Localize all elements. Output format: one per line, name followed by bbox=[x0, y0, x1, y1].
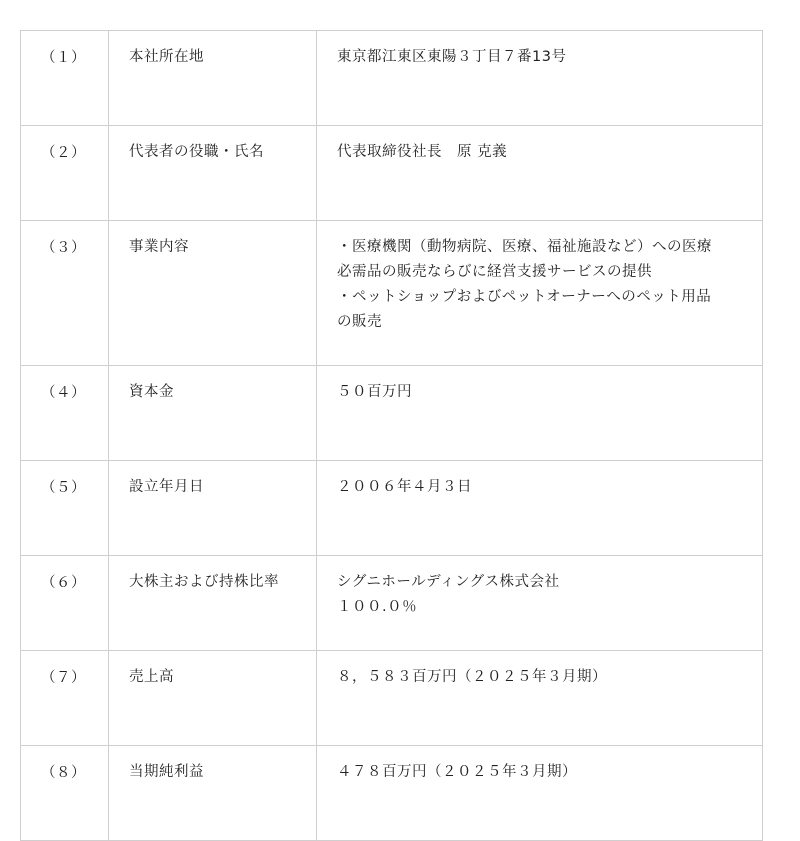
row-value-cell bbox=[317, 651, 763, 746]
row-value-cell bbox=[317, 556, 763, 651]
row-number-cell bbox=[21, 366, 109, 461]
row-value-line: ・ペットショップおよびペットオーナーへのペット用品 bbox=[337, 289, 712, 305]
row-label: 資本金 bbox=[109, 366, 317, 461]
row-value-line: の販売 bbox=[337, 314, 382, 330]
row-number: （８） bbox=[41, 765, 86, 781]
row-value-line: 必需品の販売ならびに経営支援サービスの提供 bbox=[337, 264, 652, 280]
row-value-cell bbox=[317, 366, 763, 461]
row-number-cell bbox=[21, 31, 109, 126]
row-value-line: シグニホールディングス株式会社 bbox=[337, 574, 560, 590]
row-value-line: ８，５８３百万円（２０２５年３月期） bbox=[337, 669, 607, 685]
row-value-cell bbox=[317, 221, 763, 366]
table-row bbox=[21, 556, 763, 651]
row-label: 大株主および持株比率 bbox=[109, 556, 317, 651]
row-value-line: ２００６年４月３日 bbox=[337, 479, 472, 495]
row-value-cell bbox=[317, 126, 763, 221]
table-row bbox=[21, 126, 763, 221]
row-label: 事業内容 bbox=[109, 221, 317, 366]
row-label: 設立年月日 bbox=[109, 461, 317, 556]
row-value-line: ・医療機関（動物病院、医療、福祉施設など）への医療 bbox=[337, 239, 712, 255]
row-number: （４） bbox=[41, 385, 86, 401]
table-row bbox=[21, 461, 763, 556]
row-number: （１） bbox=[41, 50, 86, 66]
row-value-line: ５０百万円 bbox=[337, 384, 412, 400]
row-value-cell bbox=[317, 746, 763, 841]
row-number: （５） bbox=[41, 480, 86, 496]
row-number: （３） bbox=[41, 240, 86, 256]
row-value-line: 代表取締役社長 原 克義 bbox=[337, 144, 508, 160]
table-row bbox=[21, 746, 763, 841]
row-value-line: 東京都江東区東陽３丁目７番13号 bbox=[337, 49, 567, 65]
row-value-cell bbox=[317, 31, 763, 126]
company-info-table bbox=[20, 30, 763, 841]
row-number-cell bbox=[21, 651, 109, 746]
row-value-line: １００.０％ bbox=[337, 599, 418, 615]
row-number-cell bbox=[21, 461, 109, 556]
row-value-line: ４７８百万円（２０２５年３月期） bbox=[337, 764, 577, 780]
row-number-cell bbox=[21, 221, 109, 366]
row-label: 代表者の役職・氏名 bbox=[109, 126, 317, 221]
row-number: （２） bbox=[41, 145, 86, 161]
row-number-cell bbox=[21, 746, 109, 841]
table-row bbox=[21, 651, 763, 746]
row-number: （７） bbox=[41, 670, 86, 686]
table-row bbox=[21, 366, 763, 461]
row-label: 本社所在地 bbox=[109, 31, 317, 126]
row-number: （６） bbox=[41, 575, 86, 591]
row-label: 当期純利益 bbox=[109, 746, 317, 841]
row-label: 売上高 bbox=[109, 651, 317, 746]
table-row bbox=[21, 221, 763, 366]
row-value-cell bbox=[317, 461, 763, 556]
row-number-cell bbox=[21, 556, 109, 651]
table-row bbox=[21, 31, 763, 126]
row-number-cell bbox=[21, 126, 109, 221]
